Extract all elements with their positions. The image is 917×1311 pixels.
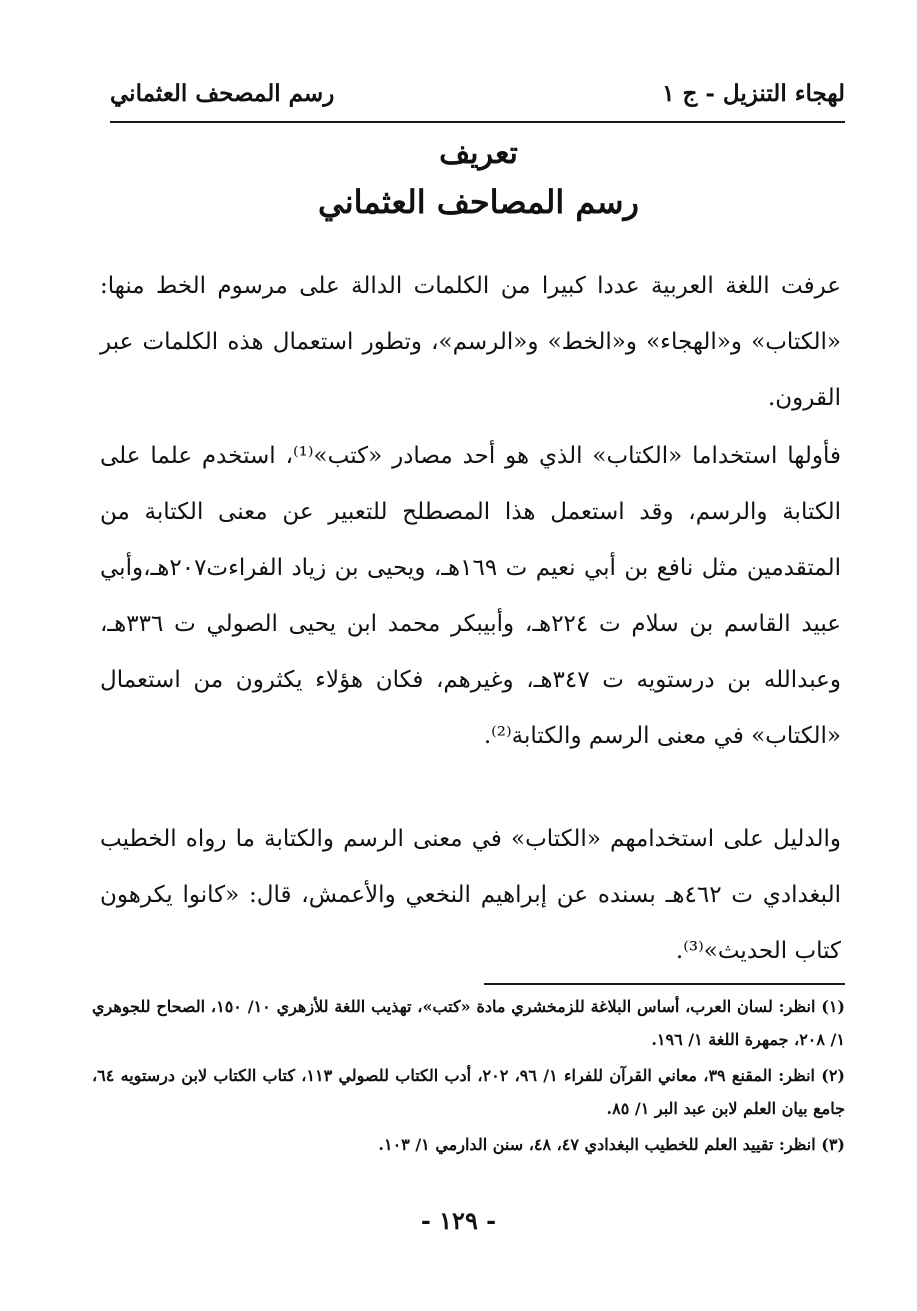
- body-paragraph-3: [100, 811, 841, 979]
- paragraph-text: عرفت اللغة العربية عددا كبيرا من الكلمات الدالة على مرسوم الخط منها: «الكتاب» و«الهجاء» و«الخط» و«الرسم»، وتطور استعمال هذه الكلمات عبر القرون.: [100, 273, 841, 411]
- paragraph-text: والدليل على استخدامهم «الكتاب» في معنى الرسم والكتابة ما رواه الخطيب البغدادي ت ٤٦٢هـ بسنده عن إبراهيم النخعي والأعمش، قال: «كانوا يكرهون كتاب الحديث»⁽³⁾.: [100, 826, 841, 964]
- page-number: - ١٢٩ -: [420, 1206, 497, 1235]
- section-title-line-2: رسم المصاحف العثماني: [318, 183, 639, 221]
- footnote-divider: [484, 983, 845, 985]
- header-divider: [110, 121, 845, 123]
- footnotes: [92, 990, 845, 1164]
- body-paragraph-2: [100, 428, 841, 764]
- footnote-3: (٣) انظر: تقييد العلم للخطيب البغدادي ٤٧، ٤٨، سنن الدارمي ١/ ١٠٣.: [378, 1135, 845, 1154]
- section-title-line-1: تعريف: [439, 136, 518, 171]
- running-head-chapter-title: رسم المصحف العثماني: [110, 80, 335, 107]
- footnote-1: (١) انظر: لسان العرب، أساس البلاغة للزمخشري مادة «كتب»، تهذيب اللغة للأزهري ١٠/ ١٥٠، الصحاح للجوهري ١/ ٢٠٨، جمهرة اللغة ١/ ١٩٦.: [92, 997, 845, 1049]
- running-header: [110, 74, 845, 114]
- paragraph-text: فأولها استخداما «الكتاب» الذي هو أحد مصادر «كتب»⁽¹⁾، استخدم علما على الكتابة والرسم، وقد استعمل هذا المصطلح للتعبير عن معنى الكتابة من المتقدمين مثل نافع بن أبي نعيم ت ١٦٩هـ، ويحيى بن زياد الفراءت٢٠٧هـ،وأبي عبيد القاسم بن سلام ت ٢٢٤هـ، وأبيبكر محمد ابن يحيى الصولي ت ٣٣٦هـ، وعبدالله بن درستويه ت ٣٤٧هـ، وغيرهم، فكان هؤلاء يكثرون من استعمال «الكتاب» في معنى الرسم والكتابة⁽²⁾.: [100, 443, 842, 749]
- footnote-2: (٢) انظر: المقنع ٣٩، معاني القرآن للفراء ١/ ٩٦، ٢٠٢، أدب الكتاب للصولي ١١٣، كتاب الكتاب لابن درستويه ٦٤، جامع بيان العلم لابن عبد البر ١/ ٨٥.: [92, 1066, 845, 1118]
- running-head-book-title: لهجاء التنزيل - ج ١: [662, 80, 845, 107]
- body-paragraph-1: [100, 258, 841, 426]
